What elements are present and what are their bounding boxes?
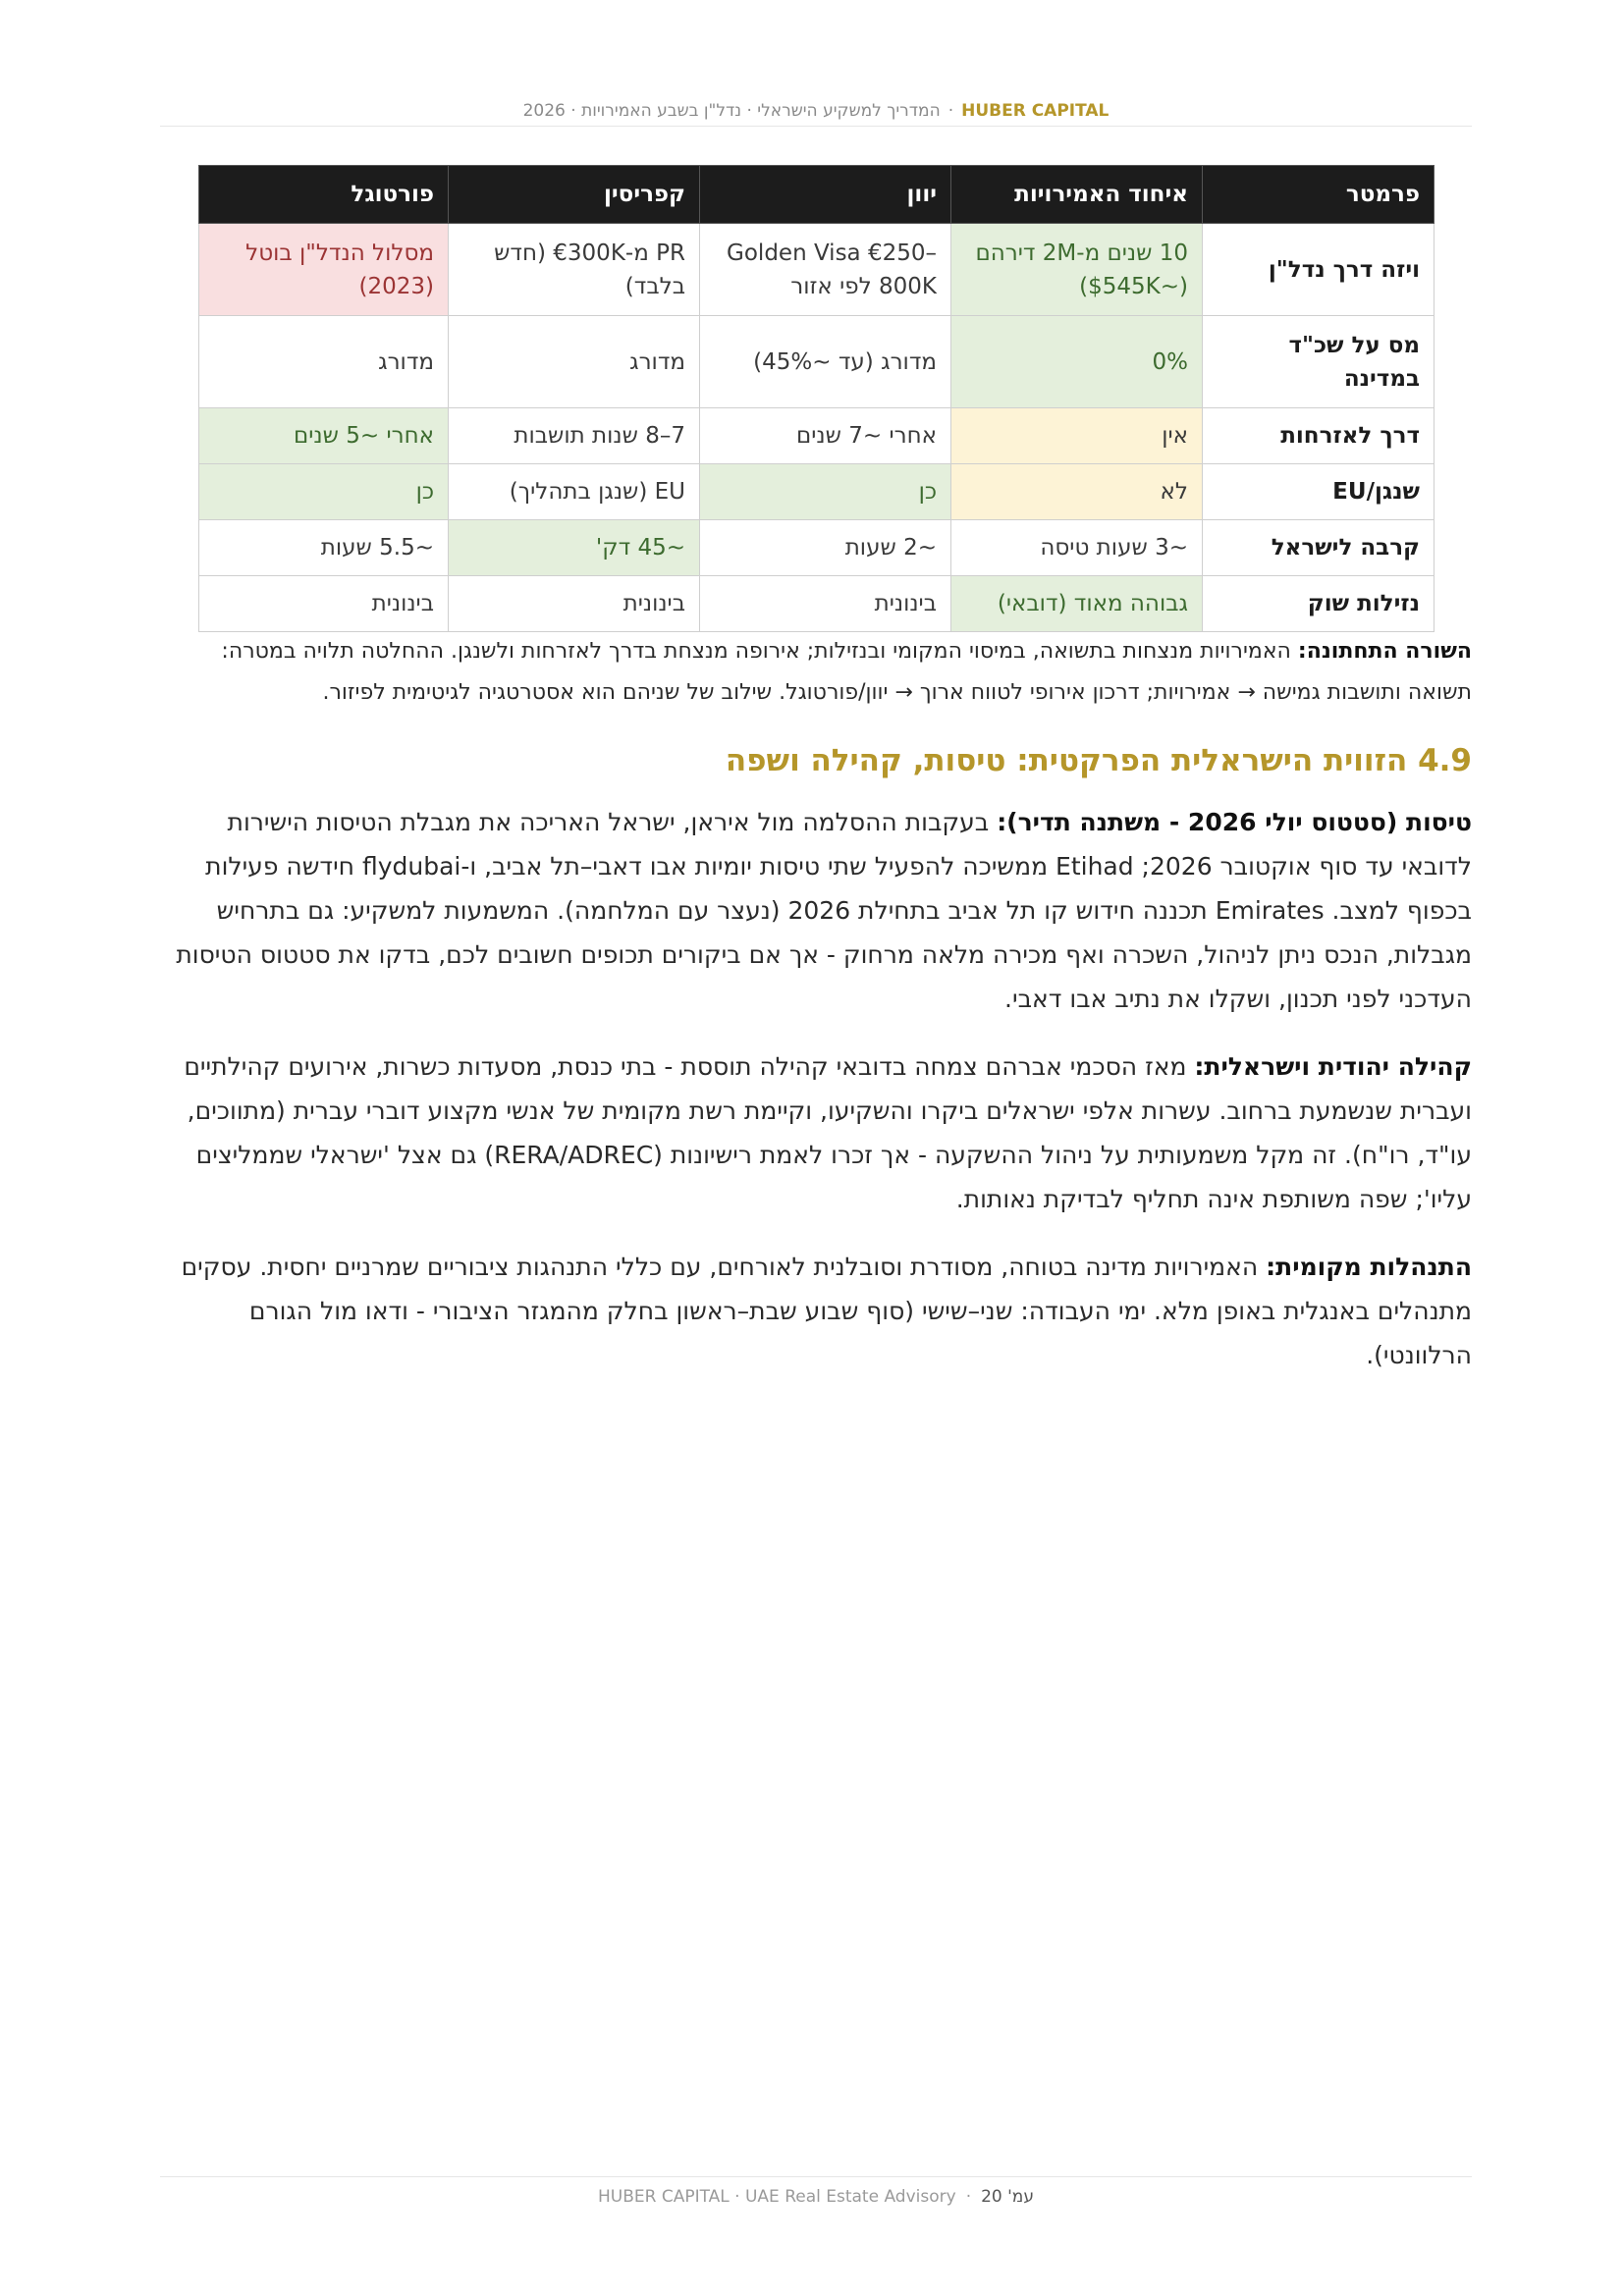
paragraph-label: טיסות (סטטוס יולי 2026 - משתנה תדיר):	[997, 808, 1472, 836]
table-cell: אחרי ~7 שנים	[700, 408, 951, 464]
col-header-parameter: פרמטר	[1203, 166, 1435, 224]
footer-separator: ·	[965, 2187, 972, 2207]
page-footer	[160, 2176, 1472, 2216]
paragraph-flights	[160, 800, 1472, 1021]
table-cell: ~45 דק'	[449, 520, 700, 576]
bottom-line-text: האמירויות מנצחות בתשואה, במיסוי המקומי ובנזילות; אירופה מנצחת בדרך לאזרחות ולשנגן. ההחלטה תלויה במטרה: תשואה ותושבות גמישה → אמירויות; דרכון אירופי לטווח ארוך → יוון/פורטוגל. שילוב של שניהם הוא אסטרטגיה לגיטימית לפיזור.	[221, 639, 1472, 705]
section-title: 4.9 הזווית הישראלית הפרקטית: טיסות, קהילה ושפה	[725, 743, 1472, 778]
table-row	[199, 316, 1435, 408]
row-label: קרבה לישראל	[1203, 520, 1435, 576]
paragraph-local-conduct	[160, 1245, 1472, 1377]
row-label: מס על שכ"ד במדינה	[1203, 316, 1435, 408]
table-header-row	[199, 166, 1435, 224]
table-row	[199, 224, 1435, 316]
row-label: שנגן/EU	[1203, 464, 1435, 520]
table-cell: 10 שנים מ-2M דירהם (~$545K)	[951, 224, 1203, 316]
table-row	[199, 576, 1435, 632]
col-header-portugal: פורטוגל	[199, 166, 449, 224]
table-cell: גבוהה מאוד (דובאי)	[951, 576, 1203, 632]
page-number: עמ' 20	[981, 2187, 1034, 2207]
table-cell: בינונית	[700, 576, 951, 632]
table-cell: 7–8 שנות תושבות	[449, 408, 700, 464]
table-cell: PR מ-€300K (חדש בלבד)	[449, 224, 700, 316]
table-cell: מדורג (עד ~45%)	[700, 316, 951, 408]
bottom-line-label: השורה התחתונה:	[1297, 639, 1472, 664]
table-cell: ~5.5 שעות	[199, 520, 449, 576]
col-header-cyprus: קפריסין	[449, 166, 700, 224]
paragraph-label: התנהלות מקומית:	[1266, 1253, 1472, 1281]
paragraph-text: האמירויות מדינה בטוחה, מסודרת וסובלנית לאורחים, עם כללי התנהגות ציבוריים שמרניים יחסית. עסקים מתנהלים באנגלית באופן מלא. ימי העבודה: שני–שישי (סוף שבוע שבת–ראשון בחלק מהמגזר הציבורי - ודאו מול הגורם הרלוונטי).	[181, 1253, 1472, 1369]
row-label: ויזה דרך נדל"ן	[1203, 224, 1435, 316]
table-cell: מסלול הנדל"ן בוטל (2023)	[199, 224, 449, 316]
table-cell: בינונית	[449, 576, 700, 632]
paragraph-text: בעקבות ההסלמה מול איראן, ישראל האריכה את מגבלת הטיסות הישירות לדובאי עד סוף אוקטובר 2026; Etihad ממשיכה להפעיל שתי טיסות יומיות אבו דאבי–תל אביב, ו-flydubai חידשה פעילות בכפוף למצב. Emirates תכננה חידוש קו תל אביב בתחילת 2026 (נעצר עם המלחמה). המשמעות למשקיע: גם בתרחיש מגבלות, הנכס ניתן לניהול, השכרה ואף מכירה מלאה מרחוק - אך אם ביקורים תכופים חשובים לכם, בדקו את סטטוס הטיסות העדכני לפני תכנון, ושקלו את נתיב אבו דאבי.	[176, 808, 1472, 1013]
table-cell: מדורג	[199, 316, 449, 408]
footer-brand: HUBER CAPITAL · UAE Real Estate Advisory	[598, 2187, 956, 2207]
col-header-greece: יוון	[700, 166, 951, 224]
table-row	[199, 464, 1435, 520]
page-header	[160, 96, 1472, 127]
row-label: נזילות שוק	[1203, 576, 1435, 632]
table-cell: ~3 שעות טיסה	[951, 520, 1203, 576]
table-cell: מדורג	[449, 316, 700, 408]
paragraph-text: מאז הסכמי אברהם צמחה בדובאי קהילה תוססת - בתי כנסת, מסעדות כשרות, אירועים קהילתיים ועברית שנשמעת ברחוב. עשרות אלפי ישראלים ביקרו והשקיעו, וקיימת רשת מקומית של אנשי מקצוע דוברי עברית (מתווכים, עו"ד, רו"ח). זה מקל משמעותית על ניהול ההשקעה - אך זכרו לאמת רישיונות (RERA/ADREC) גם אצל 'ישראלי שממליצים עליו'; שפה משותפת אינה תחליף לבדיקת נאותות.	[184, 1052, 1472, 1213]
table-cell: Golden Visa €250–800K לפי אזור	[700, 224, 951, 316]
table-cell: אין	[951, 408, 1203, 464]
header-subtitle: המדריך למשקיע הישראלי · נדל"ן בשבע האמירויות · 2026	[522, 101, 941, 121]
paragraph-community	[160, 1044, 1472, 1221]
table-cell: אחרי ~5 שנים	[199, 408, 449, 464]
row-label: דרך לאזרחות	[1203, 408, 1435, 464]
table-row	[199, 408, 1435, 464]
header-brand: HUBER CAPITAL	[961, 101, 1110, 121]
table-cell: לא	[951, 464, 1203, 520]
header-separator: ·	[947, 101, 954, 121]
table-cell: EU (שנגן בתהליך)	[449, 464, 700, 520]
table-cell: בינונית	[199, 576, 449, 632]
table-cell: כן	[700, 464, 951, 520]
paragraph-label: קהילה יהודית וישראלית:	[1194, 1052, 1472, 1081]
table-cell: ~2 שעות	[700, 520, 951, 576]
col-header-uae: איחוד האמירויות	[951, 166, 1203, 224]
table-cell: 0%	[951, 316, 1203, 408]
bottom-line-note	[180, 631, 1472, 714]
table-row	[199, 520, 1435, 576]
table-cell: כן	[199, 464, 449, 520]
comparison-table	[198, 165, 1435, 632]
